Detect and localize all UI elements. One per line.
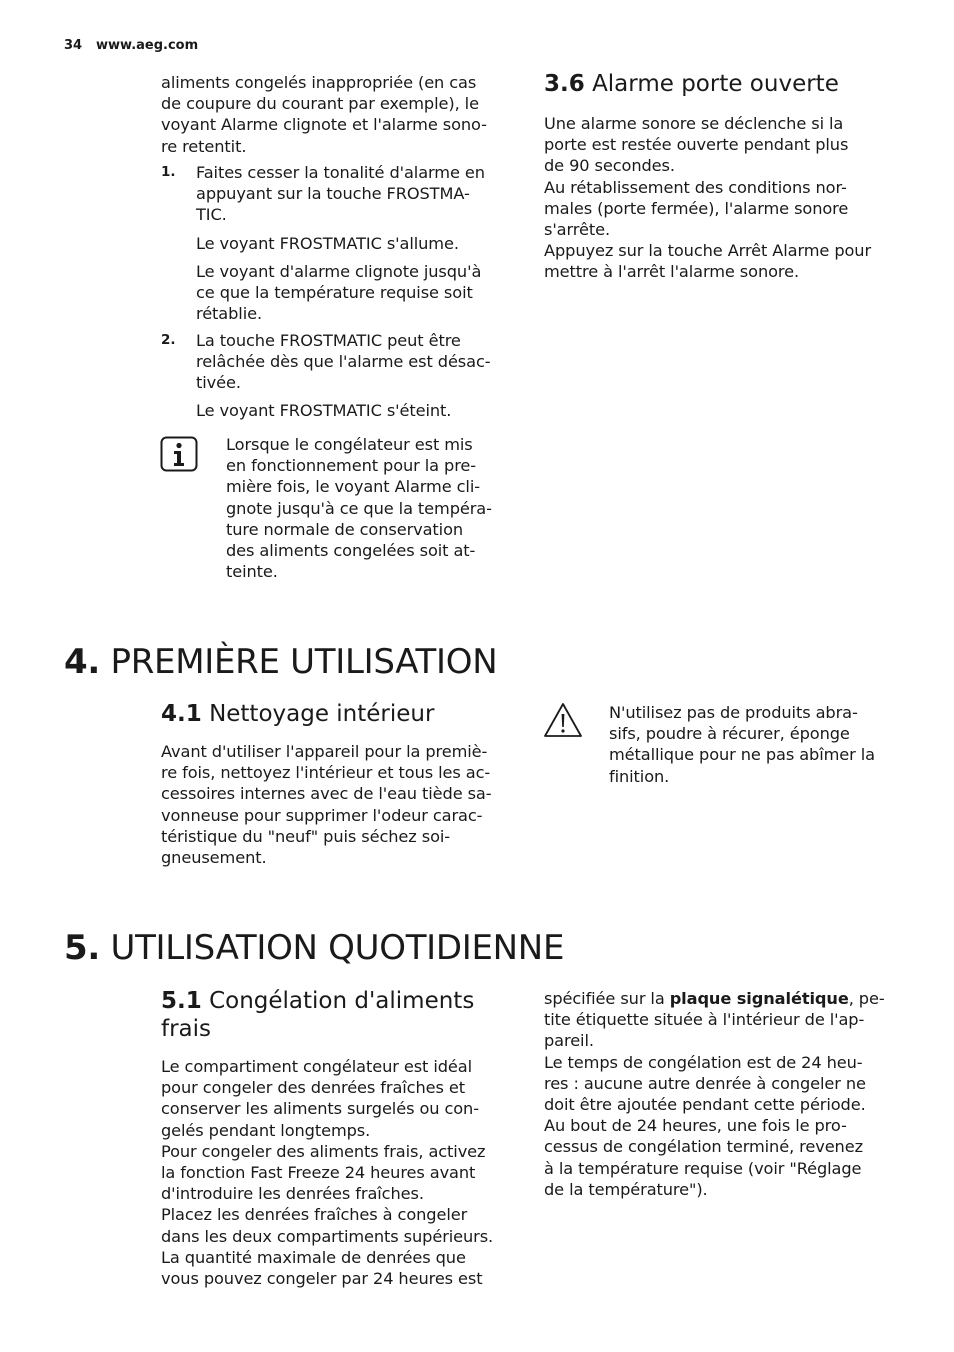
- chapter-number: 5.: [64, 928, 100, 968]
- text-line: vonneuse pour supprimer l'odeur carac-: [161, 805, 483, 825]
- section-5-1-text-left: [161, 1056, 521, 1289]
- page-number: 34: [64, 38, 83, 53]
- section-title: Nettoyage intérieur: [209, 701, 435, 727]
- text-line: gneusement.: [161, 848, 267, 868]
- info-note: [226, 434, 516, 582]
- text-line: appuyant sur la touche FROSTMA-: [196, 184, 470, 204]
- text-line: aliments congelés inappropriée (en cas: [161, 73, 477, 92]
- text-line: Appuyez sur la touche Arrêt Alarme pour: [544, 241, 872, 261]
- text-line: TIC.: [196, 205, 227, 225]
- text-line: en fonctionnement pour la pre-: [226, 456, 477, 476]
- text-line: de coupure du courant par exemple), le: [161, 94, 479, 114]
- text-line: Lorsque le congélateur est mis: [226, 435, 473, 454]
- rating-plate-term: plaque signalétique: [669, 989, 849, 1008]
- text-line: à la température requise (voir "Réglage: [544, 1158, 862, 1178]
- section-title: Alarme porte ouverte: [592, 71, 839, 97]
- text-line: relâchée dès que l'alarme est désac-: [196, 352, 491, 372]
- chapter-4-heading: [64, 642, 497, 682]
- step-1-text: [196, 162, 516, 226]
- section-5-1-heading: [161, 987, 521, 1043]
- text-line: dans les deux compartiments supérieurs.: [161, 1226, 494, 1246]
- site-url: www.aeg.com: [96, 38, 199, 53]
- text-line: Le temps de congélation est de 24 heu-: [544, 1052, 863, 1072]
- text-line: Le voyant d'alarme clignote jusqu'à: [196, 262, 482, 281]
- text-line: pour congeler des denrées fraîches et: [161, 1078, 465, 1098]
- text-line: de 90 secondes.: [544, 156, 675, 176]
- text-line: cessus de congélation terminé, revenez: [544, 1137, 863, 1157]
- text-line: téristique du "neuf" puis séchez soi-: [161, 826, 451, 846]
- text-line: conserver les aliments surgelés ou con-: [161, 1099, 479, 1119]
- text-line: gelés pendant longtemps.: [161, 1120, 371, 1140]
- text-line: rétablie.: [196, 304, 262, 324]
- text-line: cessoires internes avec de l'eau tiède sa-: [161, 784, 492, 804]
- chapter-title: UTILISATION QUOTIDIENNE: [110, 928, 565, 968]
- section-title-line-1: Congélation d'aliments: [209, 988, 475, 1014]
- step-1-note-1: Le voyant FROSTMATIC s'allume.: [196, 234, 459, 253]
- text-line: pareil.: [544, 1031, 594, 1051]
- text-line: Pour congeler des aliments frais, activez: [161, 1141, 486, 1161]
- section-number: 5.1: [161, 988, 202, 1014]
- text-line: voyant Alarme clignote et l'alarme sono-: [161, 115, 487, 135]
- text-line: mettre à l'arrêt l'alarme sonore.: [544, 262, 800, 282]
- text-line: tite étiquette située à l'intérieur de l'ap-: [544, 1010, 865, 1030]
- text-line: d'introduire les denrées fraîches.: [161, 1184, 424, 1204]
- text-line: s'arrête.: [544, 220, 610, 240]
- section-number: 4.1: [161, 701, 202, 727]
- step-1-note-2: [196, 261, 516, 325]
- text-line: Placez les denrées fraîches à congeler: [161, 1205, 468, 1225]
- text-line: mière fois, le voyant Alarme cli-: [226, 477, 480, 497]
- text-line: teinte.: [226, 562, 278, 582]
- text-line: gnote jusqu'à ce que la tempéra-: [226, 498, 492, 518]
- section-4-1-text: [161, 741, 521, 868]
- info-icon: [160, 436, 198, 472]
- text-line: sifs, poudre à récurer, éponge: [609, 724, 850, 744]
- text-line: spécifiée sur la plaque signalétique, pe-: [544, 989, 885, 1008]
- section-number: 3.6: [544, 71, 585, 97]
- text-line: des aliments congelées soit at-: [226, 541, 476, 561]
- section-5-1-text-right: [544, 988, 914, 1200]
- text-line: tivée.: [196, 373, 241, 393]
- section-3-6-heading: [544, 70, 904, 98]
- chapter-number: 4.: [64, 642, 100, 682]
- text-line: males (porte fermée), l'alarme sonore: [544, 198, 849, 218]
- text-line: La quantité maximale de denrées que: [161, 1247, 466, 1267]
- step-1-number: 1.: [161, 164, 176, 180]
- step-2-number: 2.: [161, 332, 176, 348]
- chapter-title: PREMIÈRE UTILISATION: [110, 642, 498, 682]
- text-line: de la température").: [544, 1179, 708, 1199]
- section-title-line-2: frais: [161, 1016, 212, 1042]
- text-line: res : aucune autre denrée à congeler ne: [544, 1073, 866, 1093]
- text-line: doit être ajoutée pendant cette période.: [544, 1095, 866, 1115]
- text-line: Au bout de 24 heures, une fois le pro-: [544, 1116, 847, 1136]
- text-line: Le compartiment congélateur est idéal: [161, 1057, 472, 1076]
- text-line: Avant d'utiliser l'appareil pour la premiè-: [161, 742, 488, 761]
- text-line: Une alarme sonore se déclenche si la: [544, 114, 844, 133]
- text-line: Au rétablissement des conditions nor-: [544, 177, 847, 197]
- section-4-1-heading: [161, 700, 521, 728]
- text-line: La touche FROSTMATIC peut être: [196, 331, 461, 350]
- text-line: métallique pour ne pas abîmer la: [609, 745, 875, 765]
- text-line: porte est restée ouverte pendant plus: [544, 135, 849, 155]
- chapter-5-heading: [64, 928, 564, 968]
- warning-note: [609, 702, 909, 787]
- text-line: Faites cesser la tonalité d'alarme en: [196, 163, 485, 182]
- text-line: N'utilisez pas de produits abra-: [609, 703, 858, 722]
- intro-paragraph: [161, 72, 511, 157]
- text-line: ce que la température requise soit: [196, 283, 473, 303]
- text-line: vous pouvez congeler par 24 heures est: [161, 1269, 483, 1289]
- step-2-note: Le voyant FROSTMATIC s'éteint.: [196, 401, 452, 420]
- text-line: la fonction Fast Freeze 24 heures avant: [161, 1163, 476, 1183]
- section-3-6-text: [544, 113, 914, 283]
- text-line: re retentit.: [161, 136, 247, 156]
- warning-icon: [543, 702, 583, 738]
- step-2-text: [196, 330, 516, 394]
- text-line: finition.: [609, 766, 670, 786]
- text-line: re fois, nettoyez l'intérieur et tous les ac-: [161, 763, 491, 783]
- text-line: ture normale de conservation: [226, 519, 464, 539]
